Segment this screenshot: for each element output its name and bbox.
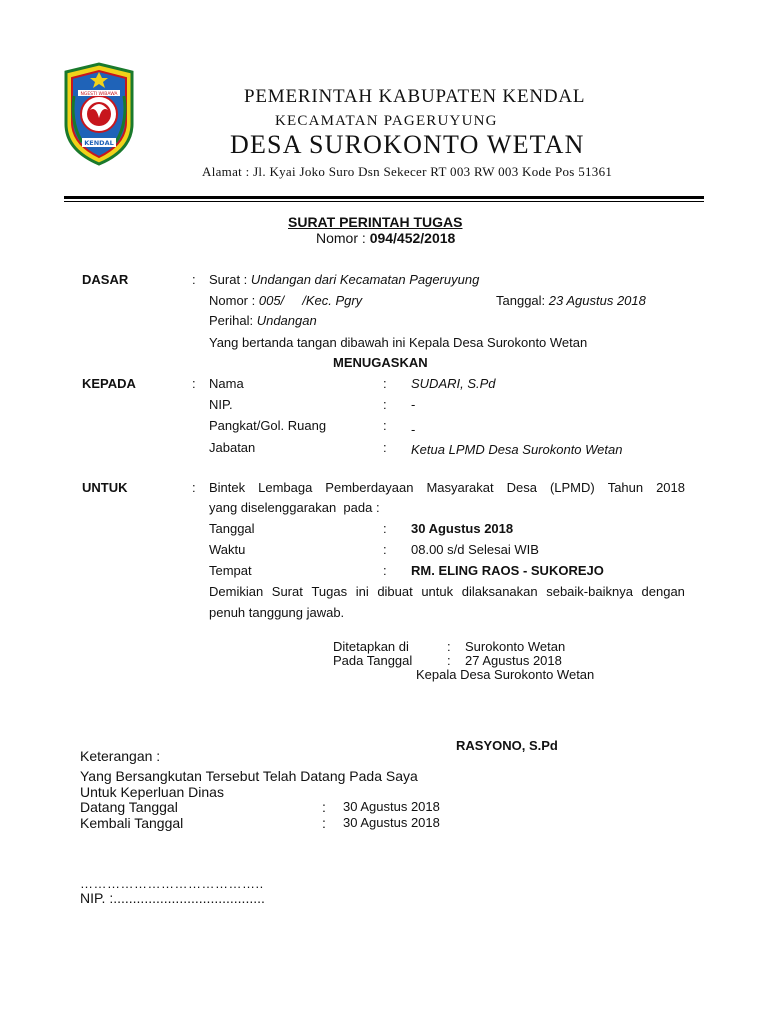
kepada-pangkat-value: - — [411, 422, 416, 437]
letterhead-village: DESA SUROKONTO WETAN — [230, 130, 585, 159]
letterhead-district: KECAMATAN PAGERUYUNG — [275, 113, 498, 129]
dasar-nomor — [209, 293, 362, 308]
closing-word: Tugas — [311, 584, 348, 599]
dasar-nomor-label: Nomor : — [209, 293, 256, 308]
ditetapkan-colon: : — [447, 639, 451, 654]
closing-line-2: penuh tanggung jawab. — [209, 605, 345, 620]
untuk-waktu-value: 08.00 s/d Selesai WIB — [411, 542, 539, 557]
regency-logo — [62, 62, 136, 166]
closing-word: ini — [355, 584, 369, 599]
keterangan-title: Keterangan : — [80, 748, 161, 764]
dasar-perihal-value: Undangan — [256, 313, 317, 328]
kepada-nama-label: Nama — [209, 376, 244, 391]
untuk-tempat-label: Tempat — [209, 563, 252, 578]
ditetapkan-label: Ditetapkan di — [333, 639, 409, 654]
signatory-name: RASYONO, S.Pd — [456, 738, 558, 753]
kepada-pangkat-colon: : — [383, 418, 387, 433]
letterhead-thin-rule — [64, 201, 704, 202]
dasar-tanggal-label: Tanggal: — [496, 293, 546, 308]
untuk-tempat-value: RM. ELING RAOS - SUKOREJO — [411, 563, 604, 578]
letterhead-address: Alamat : Jl. Kyai Joko Suro Dsn Sekecer RT 003 RW 003 Kode Pos 51361 — [202, 164, 613, 179]
kepada-pangkat-label: Pangkat/Gol. Ruang — [209, 418, 327, 433]
dasar-colon: : — [192, 272, 196, 287]
kepada-nip-label: NIP. — [209, 397, 233, 412]
logo-region: KENDAL — [84, 139, 114, 147]
dasar-tanggal — [496, 293, 646, 308]
closing-word: dengan — [641, 584, 685, 599]
ditetapkan-value: Surokonto Wetan — [465, 639, 566, 654]
kepada-nip-value: - — [411, 397, 416, 412]
dasar-surat-label: Surat : — [209, 272, 248, 287]
untuk-event-line — [209, 480, 685, 495]
closing-word: dilaksanakan — [461, 584, 538, 599]
kepada-nip-colon: : — [383, 397, 387, 412]
kepada-nama-colon: : — [383, 376, 387, 391]
untuk-waktu-label: Waktu — [209, 542, 246, 557]
untuk-tanggal-label: Tanggal — [209, 521, 255, 536]
kepada-label: KEPADA — [82, 376, 136, 391]
kendal-emblem-icon — [62, 62, 136, 166]
untuk-word: Masyarakat — [426, 480, 494, 495]
untuk-word: 2018 — [656, 480, 685, 495]
untuk-tanggal-colon: : — [383, 521, 387, 536]
closing-line — [209, 584, 685, 599]
datang-label: Datang Tanggal — [80, 799, 178, 815]
pada-tanggal-label: Pada Tanggal — [333, 653, 413, 668]
kembali-colon: : — [322, 815, 326, 831]
keterangan-line-2: Untuk Keperluan Dinas — [80, 784, 224, 800]
keterangan-line-1: Yang Bersangkutan Tersebut Telah Datang Pada Saya — [80, 768, 418, 784]
untuk-word: (LPMD) — [549, 480, 595, 495]
logo-motto: NGESTI WIBAWA — [80, 92, 118, 97]
dasar-perihal — [209, 313, 317, 328]
untuk-colon: : — [192, 480, 196, 495]
dasar-label: DASAR — [82, 272, 129, 287]
kepada-nama-value: SUDARI, S.Pd — [411, 376, 496, 391]
untuk-word: Tahun — [607, 480, 644, 495]
closing-word: Surat — [271, 584, 303, 599]
letterhead-thick-rule — [64, 196, 704, 199]
datang-value: 30 Agustus 2018 — [343, 799, 440, 814]
untuk-label: UNTUK — [82, 480, 128, 495]
kepada-jabatan-colon: : — [383, 440, 387, 455]
pada-tanggal-colon: : — [447, 653, 451, 668]
letterhead-government: PEMERINTAH KABUPATEN KENDAL — [244, 86, 586, 107]
untuk-word: Lembaga — [258, 480, 313, 495]
kembali-label: Kembali Tanggal — [80, 815, 184, 831]
menugaskan-heading: MENUGASKAN — [333, 355, 428, 370]
untuk-waktu-colon: : — [383, 542, 387, 557]
dasar-tanggal-value: 23 Agustus 2018 — [548, 293, 646, 308]
closing-word: sebaik-baiknya — [546, 584, 633, 599]
letter-title: SURAT PERINTAH TUGAS — [288, 214, 463, 230]
signatory-position: Kepala Desa Surokonto Wetan — [416, 667, 595, 682]
dasar-perihal-label: Perihal: — [209, 313, 254, 328]
untuk-tanggal-value: 30 Agustus 2018 — [411, 521, 514, 536]
closing-word: untuk — [421, 584, 454, 599]
dasar-surat — [209, 272, 479, 287]
kembali-value: 30 Agustus 2018 — [343, 815, 440, 830]
untuk-word: Pemberdayaan — [325, 480, 414, 495]
signature-dots: ………………………………….. — [80, 876, 264, 891]
letter-number-label: Nomor : — [316, 230, 366, 246]
nip-line: NIP. :....................................... — [80, 890, 265, 906]
untuk-word: Desa — [506, 480, 537, 495]
untuk-tempat-colon: : — [383, 563, 387, 578]
letter-number — [316, 230, 455, 246]
datang-colon: : — [322, 799, 326, 815]
closing-word: dibuat — [377, 584, 413, 599]
untuk-organized-line: yang diselenggarakan pada : — [209, 500, 380, 515]
kepada-jabatan-label: Jabatan — [209, 440, 256, 455]
letter-number-value: 094/452/2018 — [369, 230, 456, 246]
dasar-surat-value: Undangan dari Kecamatan Pageruyung — [250, 272, 480, 287]
kepada-colon: : — [192, 376, 196, 391]
dasar-statement: Yang bertanda tangan dibawah ini Kepala Desa Surokonto Wetan — [209, 335, 588, 350]
dasar-nomor-value: 005/ /Kec. Pgry — [258, 293, 363, 308]
pada-tanggal-value: 27 Agustus 2018 — [465, 653, 562, 668]
kepada-jabatan-value: Ketua LPMD Desa Surokonto Wetan — [411, 442, 623, 457]
closing-word: Demikian — [209, 584, 264, 599]
untuk-word: Bintek — [209, 480, 246, 495]
